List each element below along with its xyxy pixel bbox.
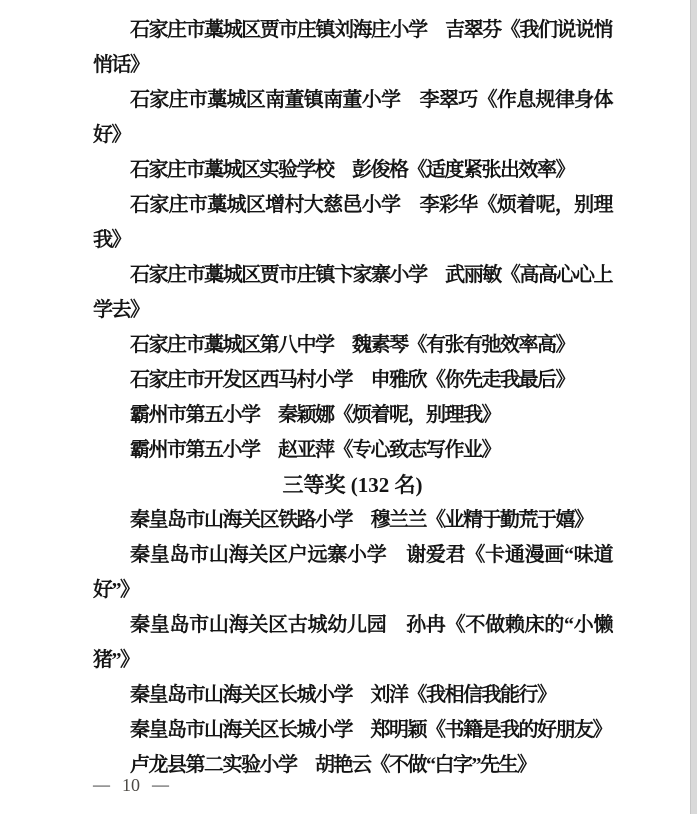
award-entry: 石家庄市开发区西马村小学 申雅欣《你先走我最后》 [130, 369, 574, 391]
scan-edge-strip [690, 0, 697, 814]
award-entry: 秦皇岛市山海关区长城小学 郑明颖《书籍是我的好朋友》 [130, 719, 611, 741]
section-heading: 三等奖 (132 名) [282, 473, 423, 497]
award-entry: 秦皇岛市山海关区户远寨小学 谢爱君《卡通漫画“味道好”》 [93, 544, 612, 601]
award-entry: 秦皇岛市山海关区铁路小学 穆兰兰《业精于勤荒于嬉》 [130, 509, 593, 531]
page-number: 10 [122, 774, 140, 795]
award-entry: 霸州市第五小学 秦颖娜《烦着呢，别理我》 [130, 404, 500, 426]
footer-dash-right: — [152, 775, 169, 794]
award-entry: 霸州市第五小学 赵亚萍《专心致志写作业》 [130, 439, 500, 461]
award-entry: 石家庄市藁城区第八中学 魏素琴《有张有弛效率高》 [130, 334, 574, 356]
page-footer [93, 774, 169, 796]
award-entry: 秦皇岛市山海关区长城小学 刘洋《我相信我能行》 [130, 684, 556, 706]
award-entry: 卢龙县第二实验小学 胡艳云《不做“白字”先生》 [130, 754, 536, 776]
award-list [93, 13, 612, 783]
award-entry: 秦皇岛市山海关区古城幼儿园 孙冉《不做赖床的“小懒猪”》 [93, 614, 612, 671]
award-entries-top [93, 13, 612, 468]
award-entries-bottom [93, 503, 612, 783]
award-entry: 石家庄市藁城区南董镇南董小学 李翠巧《作息规律身体好》 [93, 89, 612, 146]
award-entry: 石家庄市藁城区贾市庄镇卞家寨小学 武丽敏《高高心心上学去》 [93, 264, 612, 321]
award-entry: 石家庄市藁城区实验学校 彭俊格《适度紧张出效率》 [130, 159, 574, 181]
award-entry: 石家庄市藁城区贾市庄镇刘海庄小学 吉翠芬《我们说说悄悄话》 [93, 19, 612, 76]
footer-dash-left: — [93, 775, 110, 794]
award-entry: 石家庄市藁城区增村大慈邑小学 李彩华《烦着呢，别理我》 [93, 194, 612, 251]
